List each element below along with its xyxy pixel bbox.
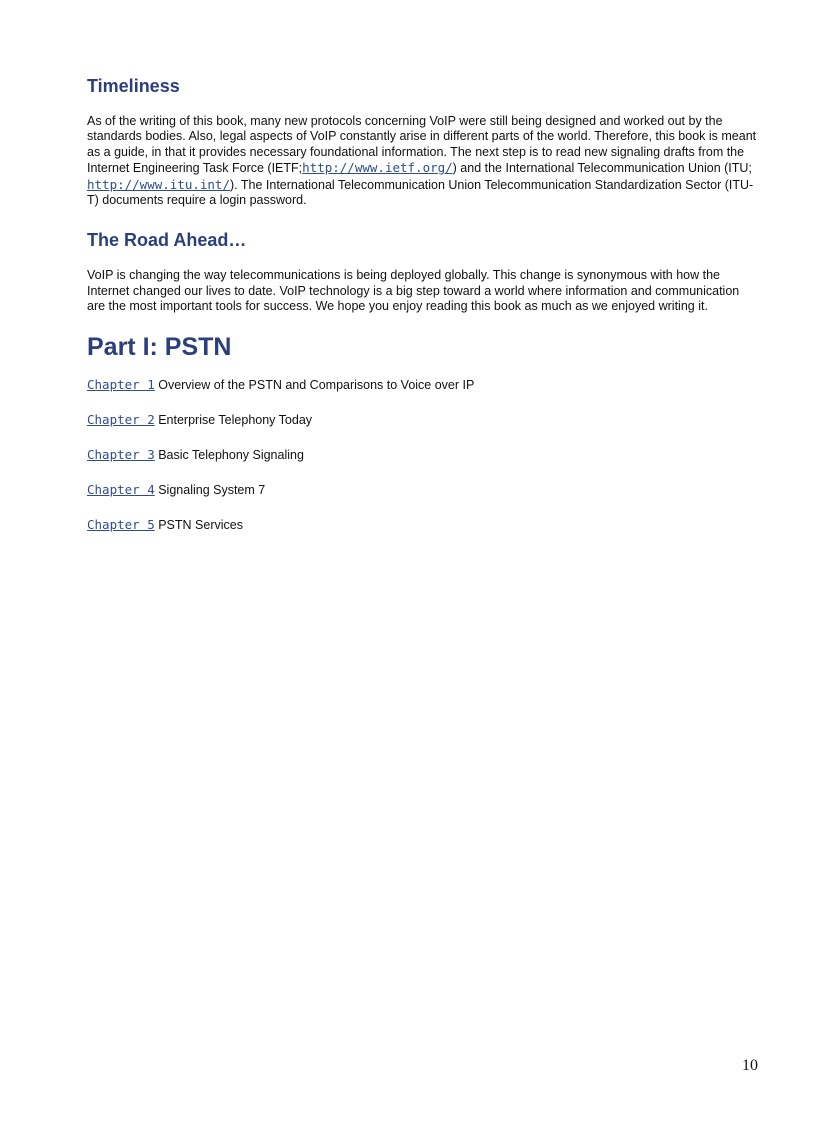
- chapter-item: [87, 447, 757, 463]
- chapter-item: [87, 517, 757, 533]
- chapter-3-link[interactable]: Chapter 3: [87, 446, 155, 462]
- chapter-3-title: Basic Telephony Signaling: [158, 447, 304, 462]
- chapter-4-title: Signaling System 7: [158, 482, 266, 497]
- timeliness-text-1: As of the writing of this book, many new protocols concerning VoIP were still being designed and worked out by the standards bodies. Also, legal aspects of VoIP constantly arise in different parts of the world. Therefore, this book is meant as a guide, in that it provides necessary foundational information. The next step is to read new signaling drafts from the Internet Engineering Task Force (IETF;: [87, 114, 757, 176]
- chapter-1-link[interactable]: Chapter 1: [87, 376, 155, 392]
- chapter-4-link[interactable]: Chapter 4: [87, 481, 155, 497]
- chapter-item: [87, 377, 757, 393]
- chapter-2-title: Enterprise Telephony Today: [158, 412, 313, 427]
- chapter-item: [87, 412, 757, 428]
- document-page: [87, 74, 757, 552]
- chapter-1-title: Overview of the PSTN and Comparisons to Voice over IP: [158, 377, 475, 392]
- chapter-item: [87, 482, 757, 498]
- timeliness-heading: Timeliness: [87, 76, 180, 96]
- chapter-5-link[interactable]: Chapter 5: [87, 516, 155, 532]
- ietf-link[interactable]: http://www.ietf.org/: [302, 160, 453, 176]
- part-heading: Part I: PSTN: [87, 332, 232, 361]
- timeliness-text-3: ). The International Telecommunication Union Telecommunication Standardization Sector (ITU-T) documents require a login password.: [87, 177, 754, 208]
- road-ahead-heading: The Road Ahead…: [87, 230, 247, 251]
- timeliness-text-2: ) and the International Telecommunication Union (ITU;: [452, 161, 752, 176]
- timeliness-paragraph: [87, 114, 757, 208]
- chapter-list: [87, 377, 757, 533]
- itu-link[interactable]: http://www.itu.int/: [87, 176, 230, 192]
- page-number: 10: [742, 1057, 758, 1074]
- road-ahead-paragraph: VoIP is changing the way telecommunications is being deployed globally. This change is synonymous with how the Internet changed our lives to date. VoIP technology is a big step toward a world where information and communication are the most important tools for success. We hope you enjoy reading this book as much as we enjoyed writing it.: [87, 268, 740, 314]
- chapter-2-link[interactable]: Chapter 2: [87, 411, 155, 427]
- chapter-5-title: PSTN Services: [158, 517, 243, 532]
